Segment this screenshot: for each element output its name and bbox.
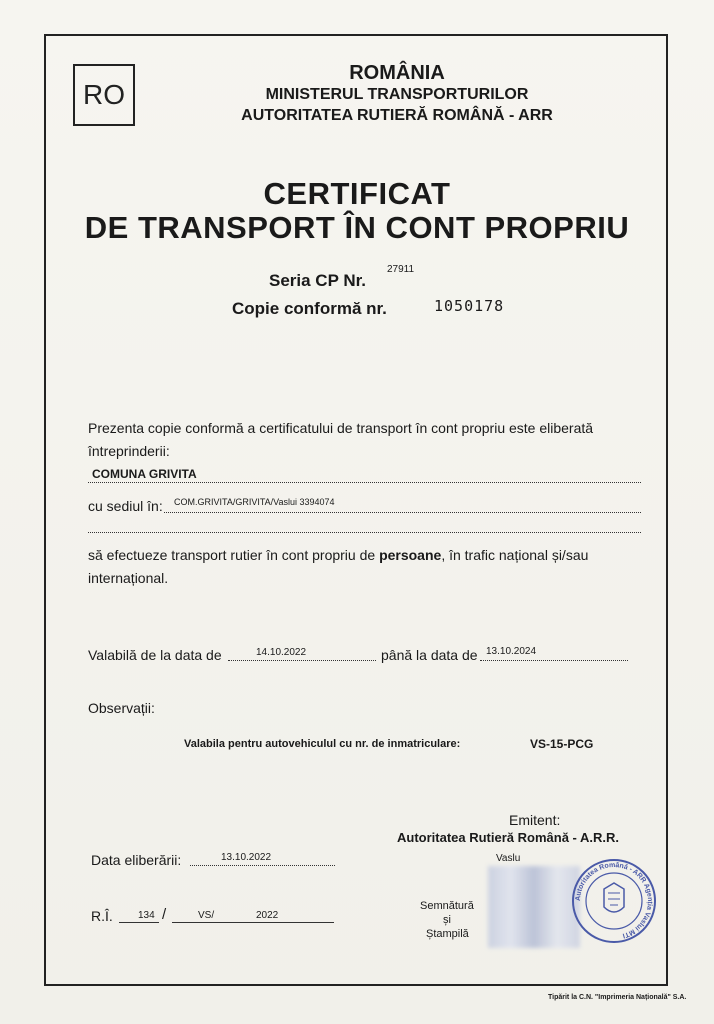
purpose-pre: să efectueze transport rutier în cont propriu de	[88, 547, 376, 563]
register-year: 2022	[256, 910, 279, 921]
issuer-city: Vaslu	[496, 853, 521, 864]
certificate-title-line1: CERTIFICAT	[263, 176, 451, 211]
seat-dotted-line	[164, 512, 641, 513]
issuer-label: Emitent:	[509, 812, 561, 828]
valid-from-dotted-line	[228, 660, 376, 661]
printer-footer: Tipărit la C.N. "Imprimeria Națională" S.A.	[548, 994, 687, 1001]
register-year-line	[220, 922, 334, 923]
valid-from-label: Valabilă de la data de	[88, 647, 222, 663]
issue-date-value: 13.10.2022	[221, 852, 272, 863]
register-label: R.Î.	[91, 908, 113, 924]
plate-number: VS-15-PCG	[530, 737, 594, 751]
company-name: COMUNA GRIVITA	[92, 467, 197, 481]
official-stamp-icon	[570, 857, 658, 945]
purpose-type: persoane	[379, 547, 442, 563]
observations-text: Valabila pentru autovehiculul cu nr. de inmatriculare:	[184, 738, 461, 750]
authority-heading: AUTORITATEA RUTIERĂ ROMÂNĂ - ARR	[241, 107, 553, 124]
purpose-line2: internațional.	[88, 570, 169, 586]
register-number: 134	[138, 910, 155, 921]
register-code-line	[172, 922, 220, 923]
observations-label: Observații:	[88, 700, 155, 716]
seat-dotted-line-2	[88, 532, 641, 533]
intro-line2: întreprinderii:	[88, 443, 170, 459]
company-dotted-line	[88, 482, 641, 483]
ministry-heading: MINISTERUL TRANSPORTURILOR	[265, 86, 529, 103]
stamp-text: Autoritatea Română - ARR Agenția Vaslui MTI	[574, 861, 654, 939]
series-label: Seria CP Nr.	[269, 271, 367, 290]
series-number: 27911	[387, 264, 415, 275]
issue-date-label: Data eliberării:	[91, 852, 182, 868]
register-slash: /	[162, 906, 167, 923]
issue-date-dotted-line	[190, 865, 335, 866]
intro-line1: Prezenta copie conformă a certificatului de transport în cont propriu este eliberată	[88, 420, 594, 436]
signature-label-line3: Ștampilă	[426, 928, 469, 940]
purpose-line1	[88, 547, 648, 563]
issuer-name: Autoritatea Rutieră Română - A.R.R.	[397, 830, 619, 845]
signature-label-line1: Semnătură	[420, 900, 474, 912]
certificate-title-line2: DE TRANSPORT ÎN CONT PROPRIU	[84, 210, 630, 245]
copy-label: Copie conformă nr.	[232, 299, 387, 318]
redacted-signature	[488, 866, 580, 948]
signature-label-line2: și	[443, 914, 451, 926]
seat-value: COM.GRIVITA/GRIVITA/Vaslui 3394074	[174, 497, 335, 507]
copy-number: 1050178	[434, 297, 505, 315]
valid-to-label: până la data de	[381, 647, 478, 663]
register-num-line	[119, 922, 159, 923]
register-code: VS/	[198, 910, 215, 921]
valid-to-dotted-line	[480, 660, 628, 661]
seat-label: cu sediul în:	[88, 498, 163, 514]
country-heading: ROMÂNIA	[349, 62, 445, 84]
valid-to-value: 13.10.2024	[486, 646, 537, 657]
purpose-post: , în trafic național și/sau	[441, 547, 589, 563]
valid-from-value: 14.10.2022	[256, 647, 307, 658]
country-code-box: RO	[73, 64, 135, 126]
